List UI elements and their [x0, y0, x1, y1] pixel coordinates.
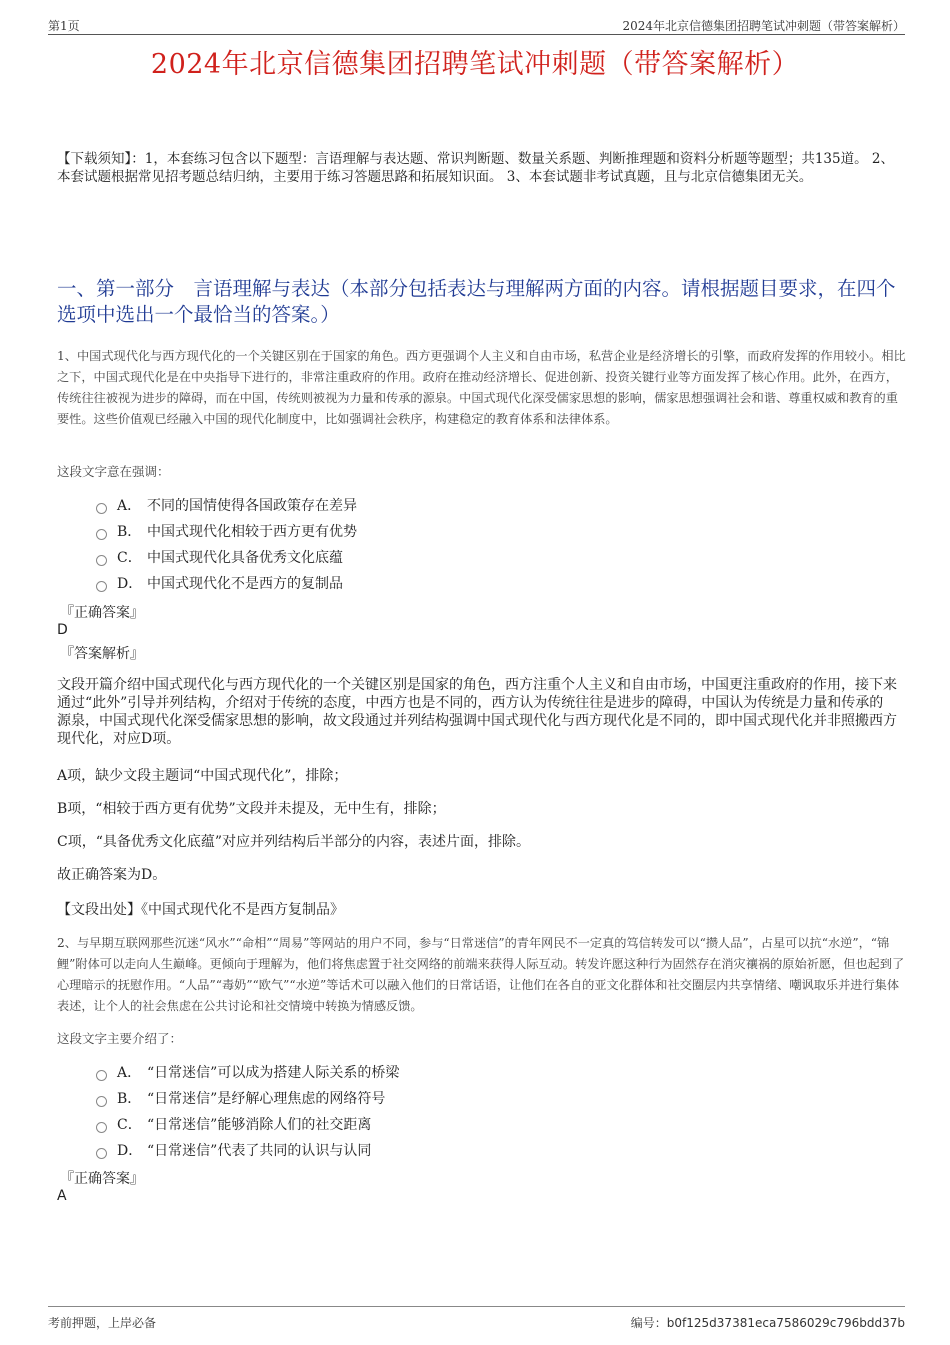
option-text: 不同的国情使得各国政策存在差异 [147, 498, 357, 514]
option-text: “日常迷信”代表了共同的认识与认同 [147, 1143, 372, 1159]
q1-analysis-line: B项，“相较于西方更有优势”文段并未提及，无中生有，排除； [57, 801, 446, 817]
option-letter: C． [117, 1117, 142, 1133]
option-letter: C． [117, 550, 142, 566]
q2-option-d[interactable] [96, 1137, 796, 1163]
q1-answer-label: 『正确答案』 [60, 605, 144, 621]
q2-answer: A [57, 1188, 67, 1204]
page-header [48, 14, 905, 35]
q2-answer-label: 『正确答案』 [60, 1171, 144, 1187]
q1-analysis-label: 『答案解析』 [60, 646, 144, 662]
footer-code-value: b0f125d37381eca7586029c796bdd37b [666, 1316, 905, 1330]
q1-analysis-line: A项，缺少文段主题词“中国式现代化”，排除； [57, 768, 348, 784]
radio-icon[interactable] [96, 1096, 107, 1107]
q1-source: 【文段出处】《中国式现代化不是西方复制品》 [57, 902, 344, 918]
footer-slogan: 考前押题，上岸必备 [48, 1316, 157, 1330]
q1-analysis: 文段开篇介绍中国式现代化与西方现代化的一个关键区别是国家的角色，西方注重个人主义和自由市场，中国更注重政府的作用，接下来通过“此外”引导并列结构，介绍对于传统的态度，中西方也是不同的，西方认为传统往往是进步的障碍，中国认为传统是力量和传承的源泉，中国式现代化深受儒家思想的影响，故文段通过并列结构强调中国式现代化与西方现代化是不同的，即中国式现代化并非照搬西方现代化，对应D项。 [57, 677, 897, 747]
q2-prompt: 这段文字主要介绍了： [57, 1031, 183, 1046]
q2-option-c[interactable] [96, 1111, 796, 1137]
option-text: 中国式现代化相较于西方更有优势 [147, 524, 357, 540]
option-letter: D． [117, 576, 143, 592]
page-title: 2024年北京信德集团招聘笔试冲刺题（带答案解析） [150, 49, 800, 80]
radio-icon[interactable] [96, 555, 107, 566]
q1-passage: 1、中国式现代化与西方现代化的一个关键区别在于国家的角色。西方更强调个人主义和自由市场，私营企业是经济增长的引擎，而政府发挥的作用较小。相比之下，中国式现代化是在中央指导下进行的，非常注重政府的作用。政府在推动经济增长、促进创新、投资关键行业等方面发挥了核心作用。此外，在西方，传统往往被视为进步的障碍，而在中国，传统则被视为力量和传承的源泉。中国式现代化深受儒家思想的影响，儒家思想强调社会和谐、尊重权威和教育的重要性。这些价值观已经融入中国的现代化制度中，比如强调社会秩序，构建稳定的教育体系和法律体系。 [57, 349, 906, 426]
q1-analysis-line: C项，“具备优秀文化底蕴”对应并列结构后半部分的内容，表述片面，排除。 [57, 834, 531, 850]
page-number: 第1页 [48, 19, 80, 33]
download-notice: 【下载须知】：1，本套练习包含以下题型：言语理解与表达题、常识判断题、数量关系题、判断推理题和资料分析题等题型；共135道。 2、本套试题根据常见招考题总结归纳，主要用于练习答题思路和拓展知识面。 3、本套试题非考试真题，且与北京信德集团无关。 [57, 151, 894, 185]
radio-icon[interactable] [96, 529, 107, 540]
q1-option-c[interactable] [96, 544, 796, 570]
radio-icon[interactable] [96, 581, 107, 592]
q1-option-b[interactable] [96, 518, 796, 544]
q2-passage: 2、与早期互联网那些沉迷“风水”“命相”“周易”等网站的用户不同，参与“日常迷信”的青年网民不一定真的笃信转发可以“攒人品”，占星可以抗“水逆”，“锦鲤”附体可以走向人生巅峰。更倾向于理解为，他们将焦虑置于社交网络的前端来获得人际互动。转发许愿这种行为固然存在消灾禳祸的原始祈愿，但也起到了心理暗示的抚慰作用。“人品”“毒奶”“欧气”“水逆”等话术可以融入他们的日常话语，让他们在各自的亚文化群体和社交圈层内共享情绪、嘲讽取乐并进行集体表述，让个人的社会焦虑在公共讨论和社交情境中转换为情感反馈。 [57, 936, 905, 1013]
q1-options [96, 492, 796, 596]
radio-icon[interactable] [96, 503, 107, 514]
option-text: “日常迷信”是纾解心理焦虑的网络符号 [147, 1091, 386, 1107]
q1-conclusion: 故正确答案为D。 [57, 867, 167, 883]
option-letter: B． [117, 524, 142, 540]
q1-option-a[interactable] [96, 492, 796, 518]
option-text: 中国式现代化不是西方的复制品 [147, 576, 343, 592]
header-doc-title: 2024年北京信德集团招聘笔试冲刺题（带答案解析） [622, 19, 905, 33]
option-letter: B． [117, 1091, 142, 1107]
q2-options [96, 1059, 796, 1163]
option-text: “日常迷信”能够消除人们的社交距离 [147, 1117, 372, 1133]
footer-code [631, 1314, 905, 1331]
page-footer [48, 1306, 905, 1333]
q1-answer: D [57, 622, 68, 638]
q2-option-a[interactable] [96, 1059, 796, 1085]
q1-prompt: 这段文字意在强调： [57, 464, 170, 479]
option-letter: A． [117, 498, 142, 514]
section-heading: 一、第一部分 言语理解与表达（本部分包括表达与理解两方面的内容。请根据题目要求，在四个选项中选出一个最恰当的答案。） [57, 277, 896, 326]
q2-option-b[interactable] [96, 1085, 796, 1111]
radio-icon[interactable] [96, 1122, 107, 1133]
footer-code-label: 编号： [630, 1316, 667, 1330]
option-text: 中国式现代化具备优秀文化底蕴 [147, 550, 343, 566]
option-letter: A． [117, 1065, 142, 1081]
option-letter: D． [117, 1143, 143, 1159]
option-text: “日常迷信”可以成为搭建人际关系的桥梁 [147, 1065, 400, 1081]
q1-option-d[interactable] [96, 570, 796, 596]
radio-icon[interactable] [96, 1070, 107, 1081]
radio-icon[interactable] [96, 1148, 107, 1159]
